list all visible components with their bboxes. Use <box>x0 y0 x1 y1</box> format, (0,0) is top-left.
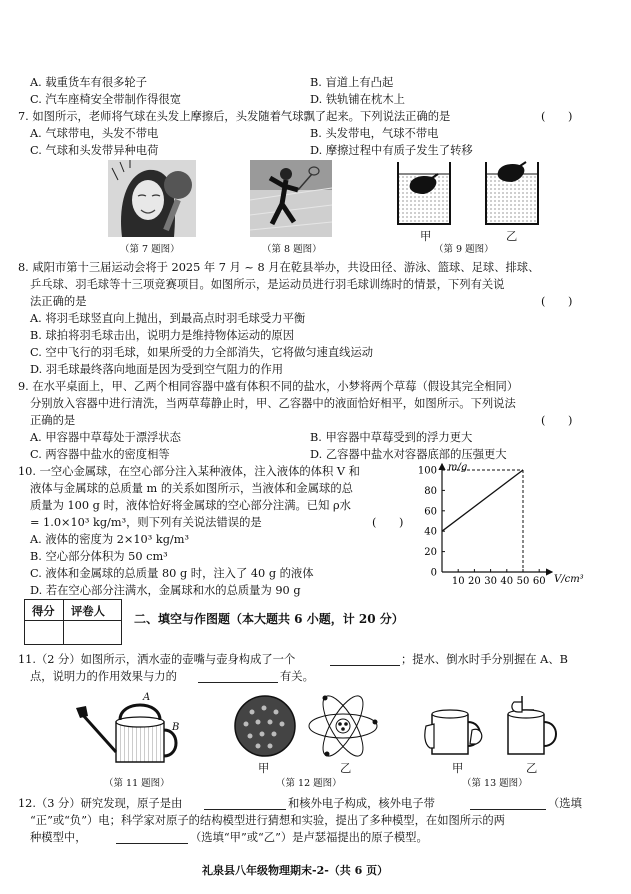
q7-option-b: B. 头发带电，气球不带电 <box>310 127 439 140</box>
y-tick-label: 0 <box>430 567 437 579</box>
q9-line-2: 分别放入容器中进行清洗，当两草莓静止时，甲、乙容器中的液面恰好相平，如图所示。下列说法 <box>30 397 516 410</box>
q9-option-c: C. 两容器中盐水的密度相等 <box>30 448 170 461</box>
figure-8-photo <box>250 160 332 237</box>
figure-13-label-jia: 甲 <box>452 762 464 775</box>
q8-line-2: 乒乓球、羽毛球等十三项竞赛项目。如图所示，是运动员进行羽毛球训练时的情景，下列有关说 <box>30 278 505 291</box>
figure-13-caption: （第 13 题图） <box>462 778 528 789</box>
x-tick-label: 10 <box>451 576 465 587</box>
q7-answer-paren: ( ) <box>541 110 573 123</box>
q9-line-1: 9. 在水平桌面上，甲、乙两个相同容器中盛有体积不同的盐水，小梦将两个草莓（假设其完全相同） <box>18 380 519 393</box>
figure-7-photo <box>108 160 196 237</box>
q8-answer-paren: ( ) <box>541 295 573 308</box>
q11-line-2a: 点，说明力的作用效果与力的 <box>30 670 177 683</box>
q12-line-1a: 12.（3 分）研究发现，原子是由 <box>18 797 183 810</box>
figure-12-caption: （第 12 题图） <box>276 778 342 789</box>
x-tick-label: 60 <box>532 576 546 587</box>
q11-blank-1[interactable] <box>330 651 400 666</box>
q10-answer-paren: ( ) <box>372 516 404 529</box>
q6-option-a: A. 载重货车有很多轮子 <box>30 76 148 89</box>
y-tick-label: 40 <box>424 526 437 538</box>
q10-line-4: = 1.0×10³ kg/m³，则下列有关说法错误的是 <box>30 516 262 529</box>
q10-option-b: B. 空心部分体积为 50 cm³ <box>30 550 168 563</box>
figure-12-label-jia: 甲 <box>258 762 270 775</box>
q7-option-d: D. 摩擦过程中有质子发生了转移 <box>310 144 473 157</box>
q8-line-1: 8. 咸阳市第十三届运动会将于 2025 年 7 月 ~ 8 月在乾县举办，共设田径、游泳、篮球、足球、排球、 <box>18 261 540 274</box>
q12-line-1b: 和核外电子构成，核外电子带 <box>288 797 435 810</box>
figure-11-label-a: A <box>143 692 151 703</box>
q9-answer-paren: ( ) <box>541 414 573 427</box>
x-axis-label: V/cm³ <box>554 574 584 585</box>
figure-12-label-yi: 乙 <box>340 762 352 775</box>
figure-13-cup-yi <box>500 694 562 758</box>
q7-option-a: A. 气球带电，头发不带电 <box>30 127 159 140</box>
container-yi <box>486 162 538 224</box>
q12-blank-2[interactable] <box>470 795 546 810</box>
q12-line-3b: （选填“甲”或“乙”）是卢瑟福提出的原子模型。 <box>190 831 428 844</box>
q10-option-c: C. 液体和金属球的总质量 80 g 时，注入了 40 g 的液体 <box>30 567 314 580</box>
figure-9-label-yi: 乙 <box>506 230 518 243</box>
q10-mass-volume-graph <box>412 458 622 588</box>
score-box <box>24 599 122 645</box>
y-axis-label: m/g <box>448 462 468 473</box>
q10-line-1: 10. 一空心金属球，在空心部分注入某种液体，注入液体的体积 V 和 <box>18 465 360 478</box>
q7-option-c: C. 气球和头发带异种电荷 <box>30 144 159 157</box>
figure-13-label-yi: 乙 <box>526 762 538 775</box>
q11-line-2b: 有关。 <box>280 670 314 683</box>
q6-option-d: D. 铁轨铺在枕木上 <box>310 93 405 106</box>
q6-option-b: B. 盲道上有凸起 <box>310 76 394 89</box>
grader-label: 评卷人 <box>71 604 105 618</box>
y-tick-label: 80 <box>424 485 437 497</box>
q11-blank-2[interactable] <box>198 668 278 683</box>
q12-line-2: “正”或“负”）电；科学家对原子的结构模型进行猜想和实验，提出了多种模型，在如图所示的两 <box>30 814 505 827</box>
x-tick-label: 20 <box>468 576 481 587</box>
y-tick-label: 60 <box>424 506 437 518</box>
q12-blank-1[interactable] <box>204 795 286 810</box>
x-tick-label: 50 <box>516 576 530 587</box>
figure-12-plum-pudding-model <box>232 694 298 758</box>
figure-12-nuclear-model <box>305 690 381 762</box>
q8-option-c: C. 空中飞行的羽毛球，如果所受的力全部消失，它将做匀速直线运动 <box>30 346 374 359</box>
q6-option-c: C. 汽车座椅安全带制作得很宽 <box>30 93 181 106</box>
series-line <box>442 470 523 531</box>
q10-line-3: 质量为 100 g 时，液体恰好将金属球的空心部分注满。已知 ρ水 <box>30 499 351 512</box>
figure-13-cup-jia <box>424 700 486 758</box>
x-tick-label: 40 <box>500 576 514 587</box>
q8-option-d: D. 羽毛球最终落向地面是因为受到空气阻力的作用 <box>30 363 284 376</box>
q10-option-a: A. 液体的密度为 2×10³ kg/m³ <box>30 533 189 546</box>
figure-11-watering-can <box>76 694 186 766</box>
q12-line-1c: （选填 <box>548 797 582 810</box>
q11-line-1a: 11.（2 分）如图所示，洒水壶的壶嘴与壶身构成了一个 <box>18 653 296 666</box>
q12-line-3a: 种模型中， <box>30 831 87 844</box>
q8-option-a: A. 将羽毛球竖直向上抛出，到最高点时羽毛球受力平衡 <box>30 312 306 325</box>
figure-8-caption: （第 8 题图） <box>262 244 322 255</box>
q9-line-3: 正确的是 <box>30 414 76 427</box>
score-label: 得分 <box>32 604 55 618</box>
q7-stem: 7. 如图所示，老师将气球在头发上摩擦后，头发随着气球飘了起来。下列说法正确的是 <box>18 110 451 123</box>
figure-11-label-b: B <box>172 722 180 733</box>
section-2-title: 二、填空与作图题（本大题共 6 小题，计 20 分） <box>134 612 404 626</box>
y-tick-label: 100 <box>417 465 437 477</box>
q10-option-d: D. 若在空心部分注满水，金属球和水的总质量为 90 g <box>30 584 301 597</box>
figure-9-label-jia: 甲 <box>420 230 432 243</box>
figure-7-caption: （第 7 题图） <box>120 244 180 255</box>
q9-option-a: A. 甲容器中草莓处于漂浮状态 <box>30 431 181 444</box>
figure-11-caption: （第 11 题图） <box>104 778 170 789</box>
q12-blank-3[interactable] <box>116 829 188 844</box>
page-footer: 礼泉县八年级物理期末-2-（共 6 页） <box>202 864 389 877</box>
figure-9-containers <box>394 160 544 226</box>
q11-line-1b: ；提水、倒水时手分别握在 A、B <box>401 653 568 666</box>
container-jia <box>398 162 450 224</box>
y-tick-label: 20 <box>424 547 437 559</box>
q8-option-b: B. 球拍将羽毛球击出，说明力是维持物体运动的原因 <box>30 329 295 342</box>
q9-option-b: B. 甲容器中草莓受到的浮力更大 <box>310 431 473 444</box>
figure-9-caption: （第 9 题图） <box>434 244 494 255</box>
x-tick-label: 30 <box>484 576 497 587</box>
q9-option-d: D. 乙容器中盐水对容器底部的压强更大 <box>310 448 507 461</box>
q8-line-3: 法正确的是 <box>30 295 87 308</box>
q10-line-2: 液体与金属球的总质量 m 的关系如图所示，当液体和金属球的总 <box>30 482 353 495</box>
